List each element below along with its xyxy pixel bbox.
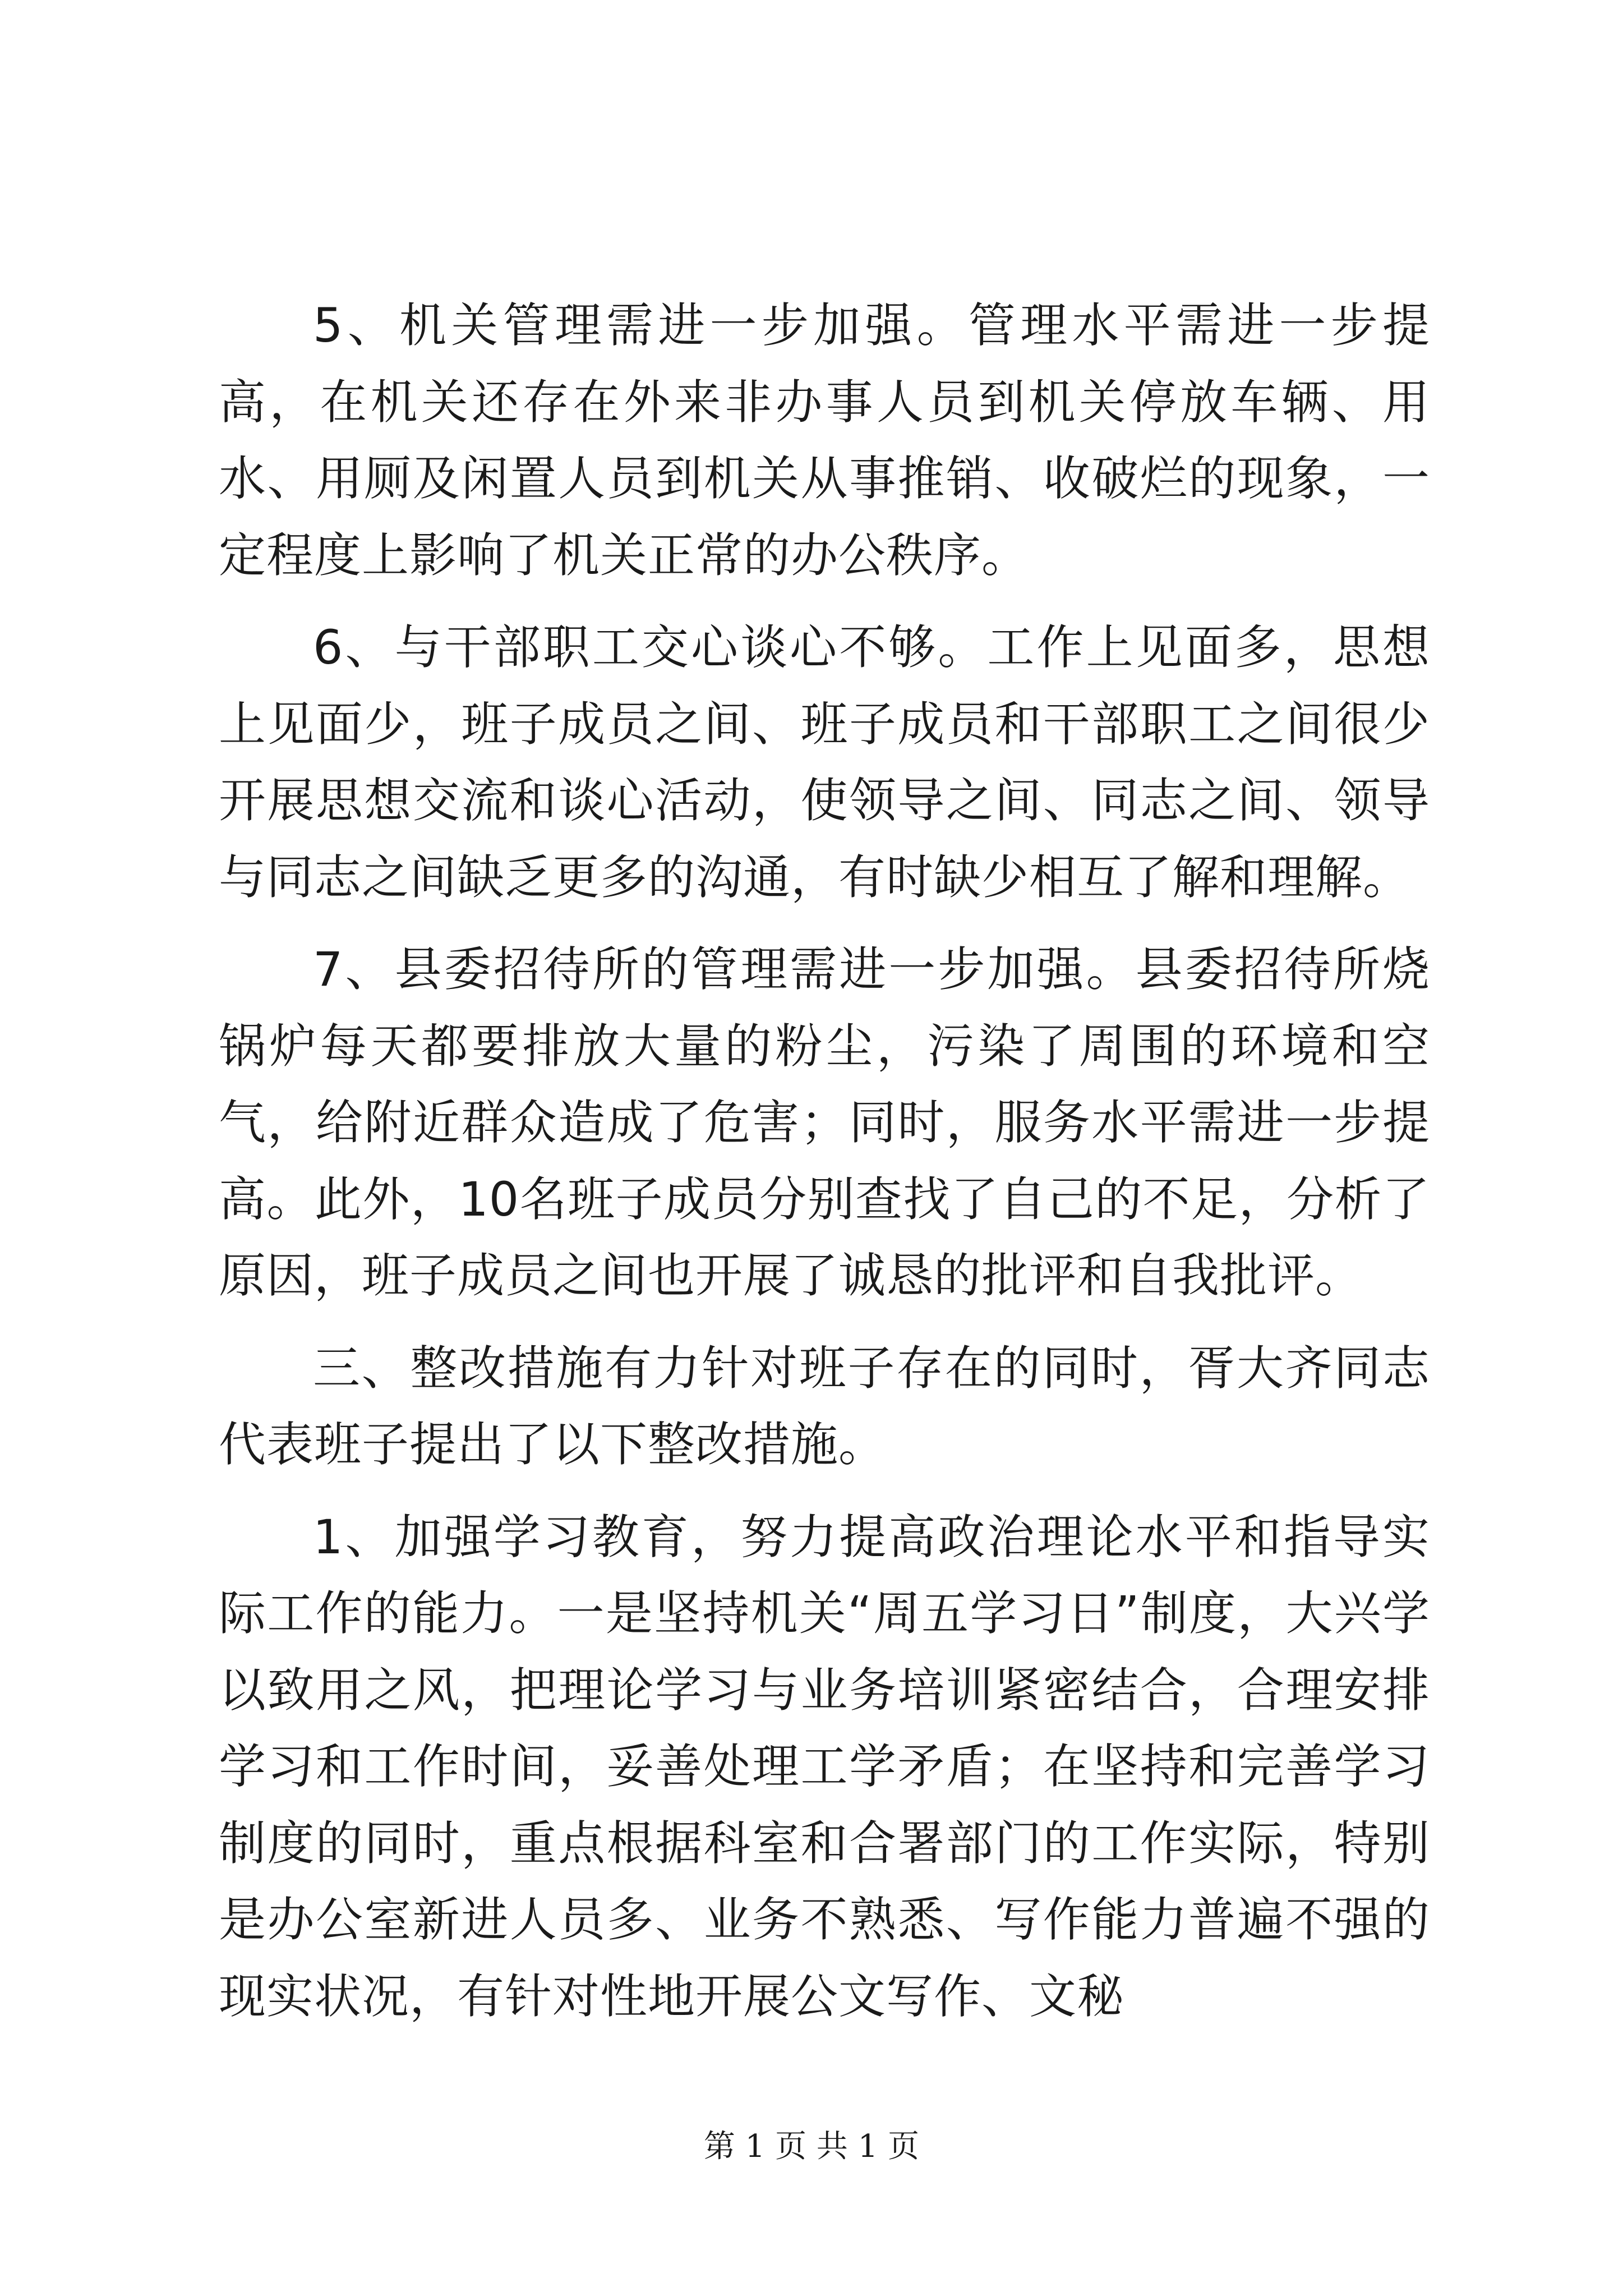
document-body (219, 287, 1430, 2050)
paragraph-item-7: 7、县委招待所的管理需进一步加强。县委招待所烧锅炉每天都要排放大量的粉尘，污染了周围的环境和空气，给附近群众造成了危害；同时，服务水平需进一步提高。此外，10名班子成员分别查找了自己的不足，分析了原因，班子成员之间也开展了诚恳的批评和自我批评。 (219, 942, 1430, 1303)
paragraph-measure-1: 1、加强学习教育，努力提高政治理论水平和指导实际工作的能力。一是坚持机关“周五学习日”制度，大兴学以致用之风，把理论学习与业务培训紧密结合，合理安排学习和工作时间，妥善处理工学矛盾；在坚持和完善学习制度的同时，重点根据科室和合署部门的工作实际，特别是办公室新进人员多、业务不熟悉、写作能力普遍不强的现实状况，有针对性地开展公文写作、文秘 (219, 1509, 1430, 2024)
section-heading-rectification: 三、整改措施有力针对班子存在的同时，胥大齐同志代表班子提出了以下整改措施。 (219, 1340, 1430, 1472)
paragraph-item-5: 5、机关管理需进一步加强。管理水平需进一步提高，在机关还存在外来非办事人员到机关停放车辆、用水、用厕及闲置人员到机关从事推销、收破烂的现象，一定程度上影响了机关正常的办公秩序。 (219, 298, 1430, 583)
page-number-footer: 第 1 页 共 1 页 (703, 2128, 920, 2165)
paragraph-item-6: 6、与干部职工交心谈心不够。工作上见面多，思想上见面少，班子成员之间、班子成员和干部职工之间很少开展思想交流和谈心活动，使领导之间、同志之间、领导与同志之间缺乏更多的沟通，有时缺少相互了解和理解。 (219, 620, 1430, 905)
